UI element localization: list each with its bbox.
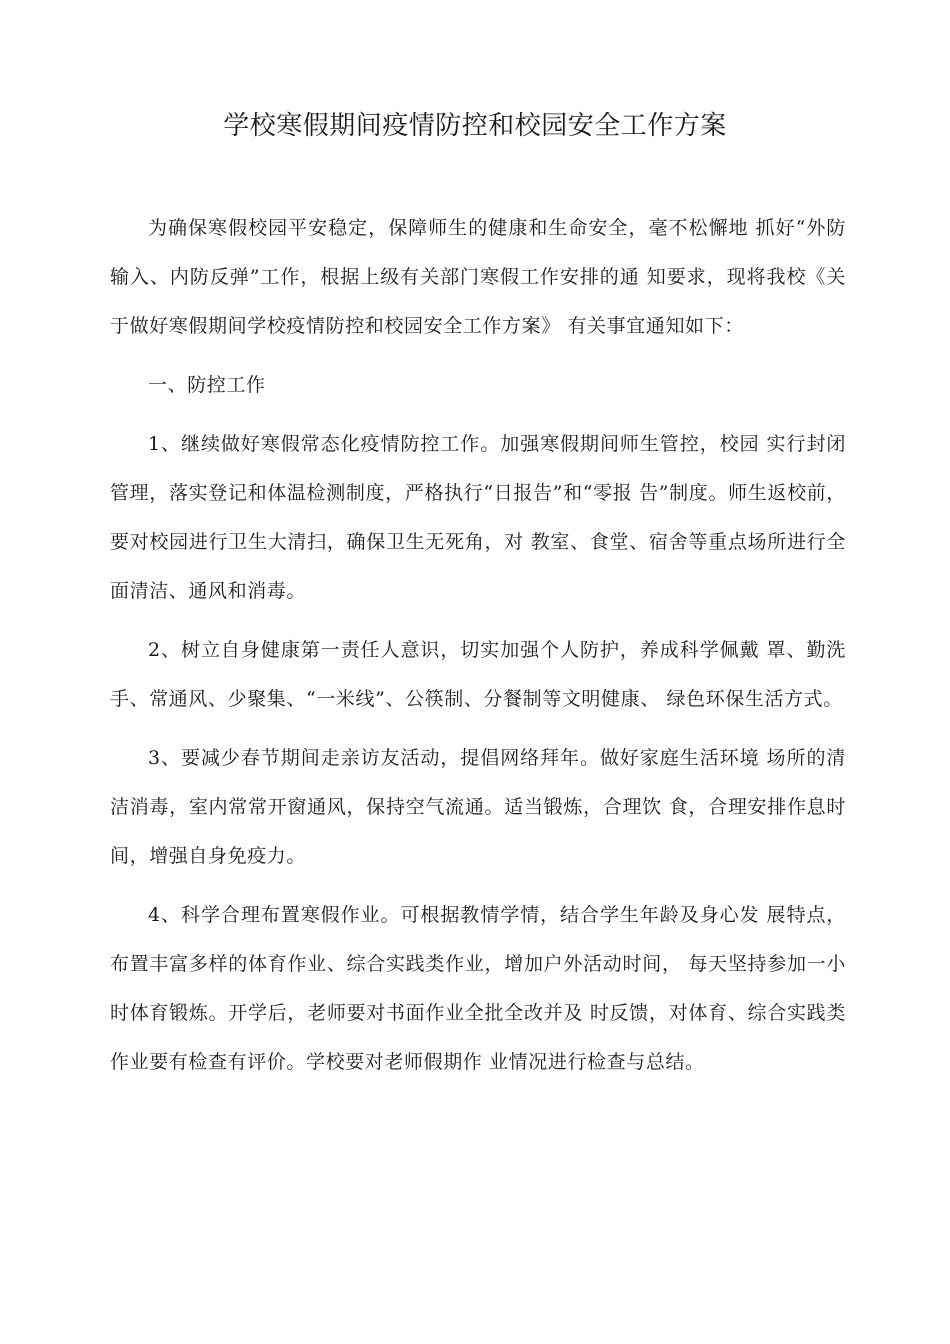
section-heading-prevention: 一、防控工作	[148, 374, 266, 396]
item-2-paragraph: 2、树立自身健康第一责任人意识，切实加强个人防护，养成科学佩戴 罩、勤洗手、常通风、少聚集、“一米线”、公筷制、分餐制等文明健康、 绿色环保生活方式。	[110, 639, 846, 710]
item-3-paragraph: 3、要减少春节期间走亲访友活动，提倡网络拜年。做好家庭生活环境 场所的清洁消毒，室内常常开窗通风，保持空气流通。适当锻炼，合理饮 食，合理安排作息时间，增强自身免疫力。	[110, 747, 846, 867]
document-title: 学校寒假期间疫情防控和校园安全工作方案	[223, 111, 727, 141]
item-4-paragraph: 4、科学合理布置寒假作业。可根据教情学情，结合学生年龄及身心发 展特点，布置丰富多样的体育作业、综合实践类作业，增加户外活动时间， 每天坚持参加一小时体育锻炼。开学后，老师要对书面作业全批全改并及 时反馈，对体育、综合实践类作业要有检查有评价。学校要对老师假期作 业情况进行检查与总结。	[110, 904, 846, 1073]
document-body	[110, 204, 846, 1097]
item-1-paragraph: 1、继续做好寒假常态化疫情防控工作。加强寒假期间师生管控，校园 实行封闭管理，落实登记和体温检测制度，严格执行“日报告”和“零报 告”制度。师生返校前，要对校园进行卫生大清扫，确保卫生无死角，对 教室、食堂、宿舍等重点场所进行全面清洁、通风和消毒。	[110, 433, 846, 602]
intro-paragraph: 为确保寒假校园平安稳定，保障师生的健康和生命安全，毫不松懈地 抓好“外防输入、内防反弹”工作，根据上级有关部门寒假工作安排的通 知要求，现将我校《关于做好寒假期间学校疫情防控和校园安全工作方案》 有关事宜通知如下：	[110, 217, 846, 337]
